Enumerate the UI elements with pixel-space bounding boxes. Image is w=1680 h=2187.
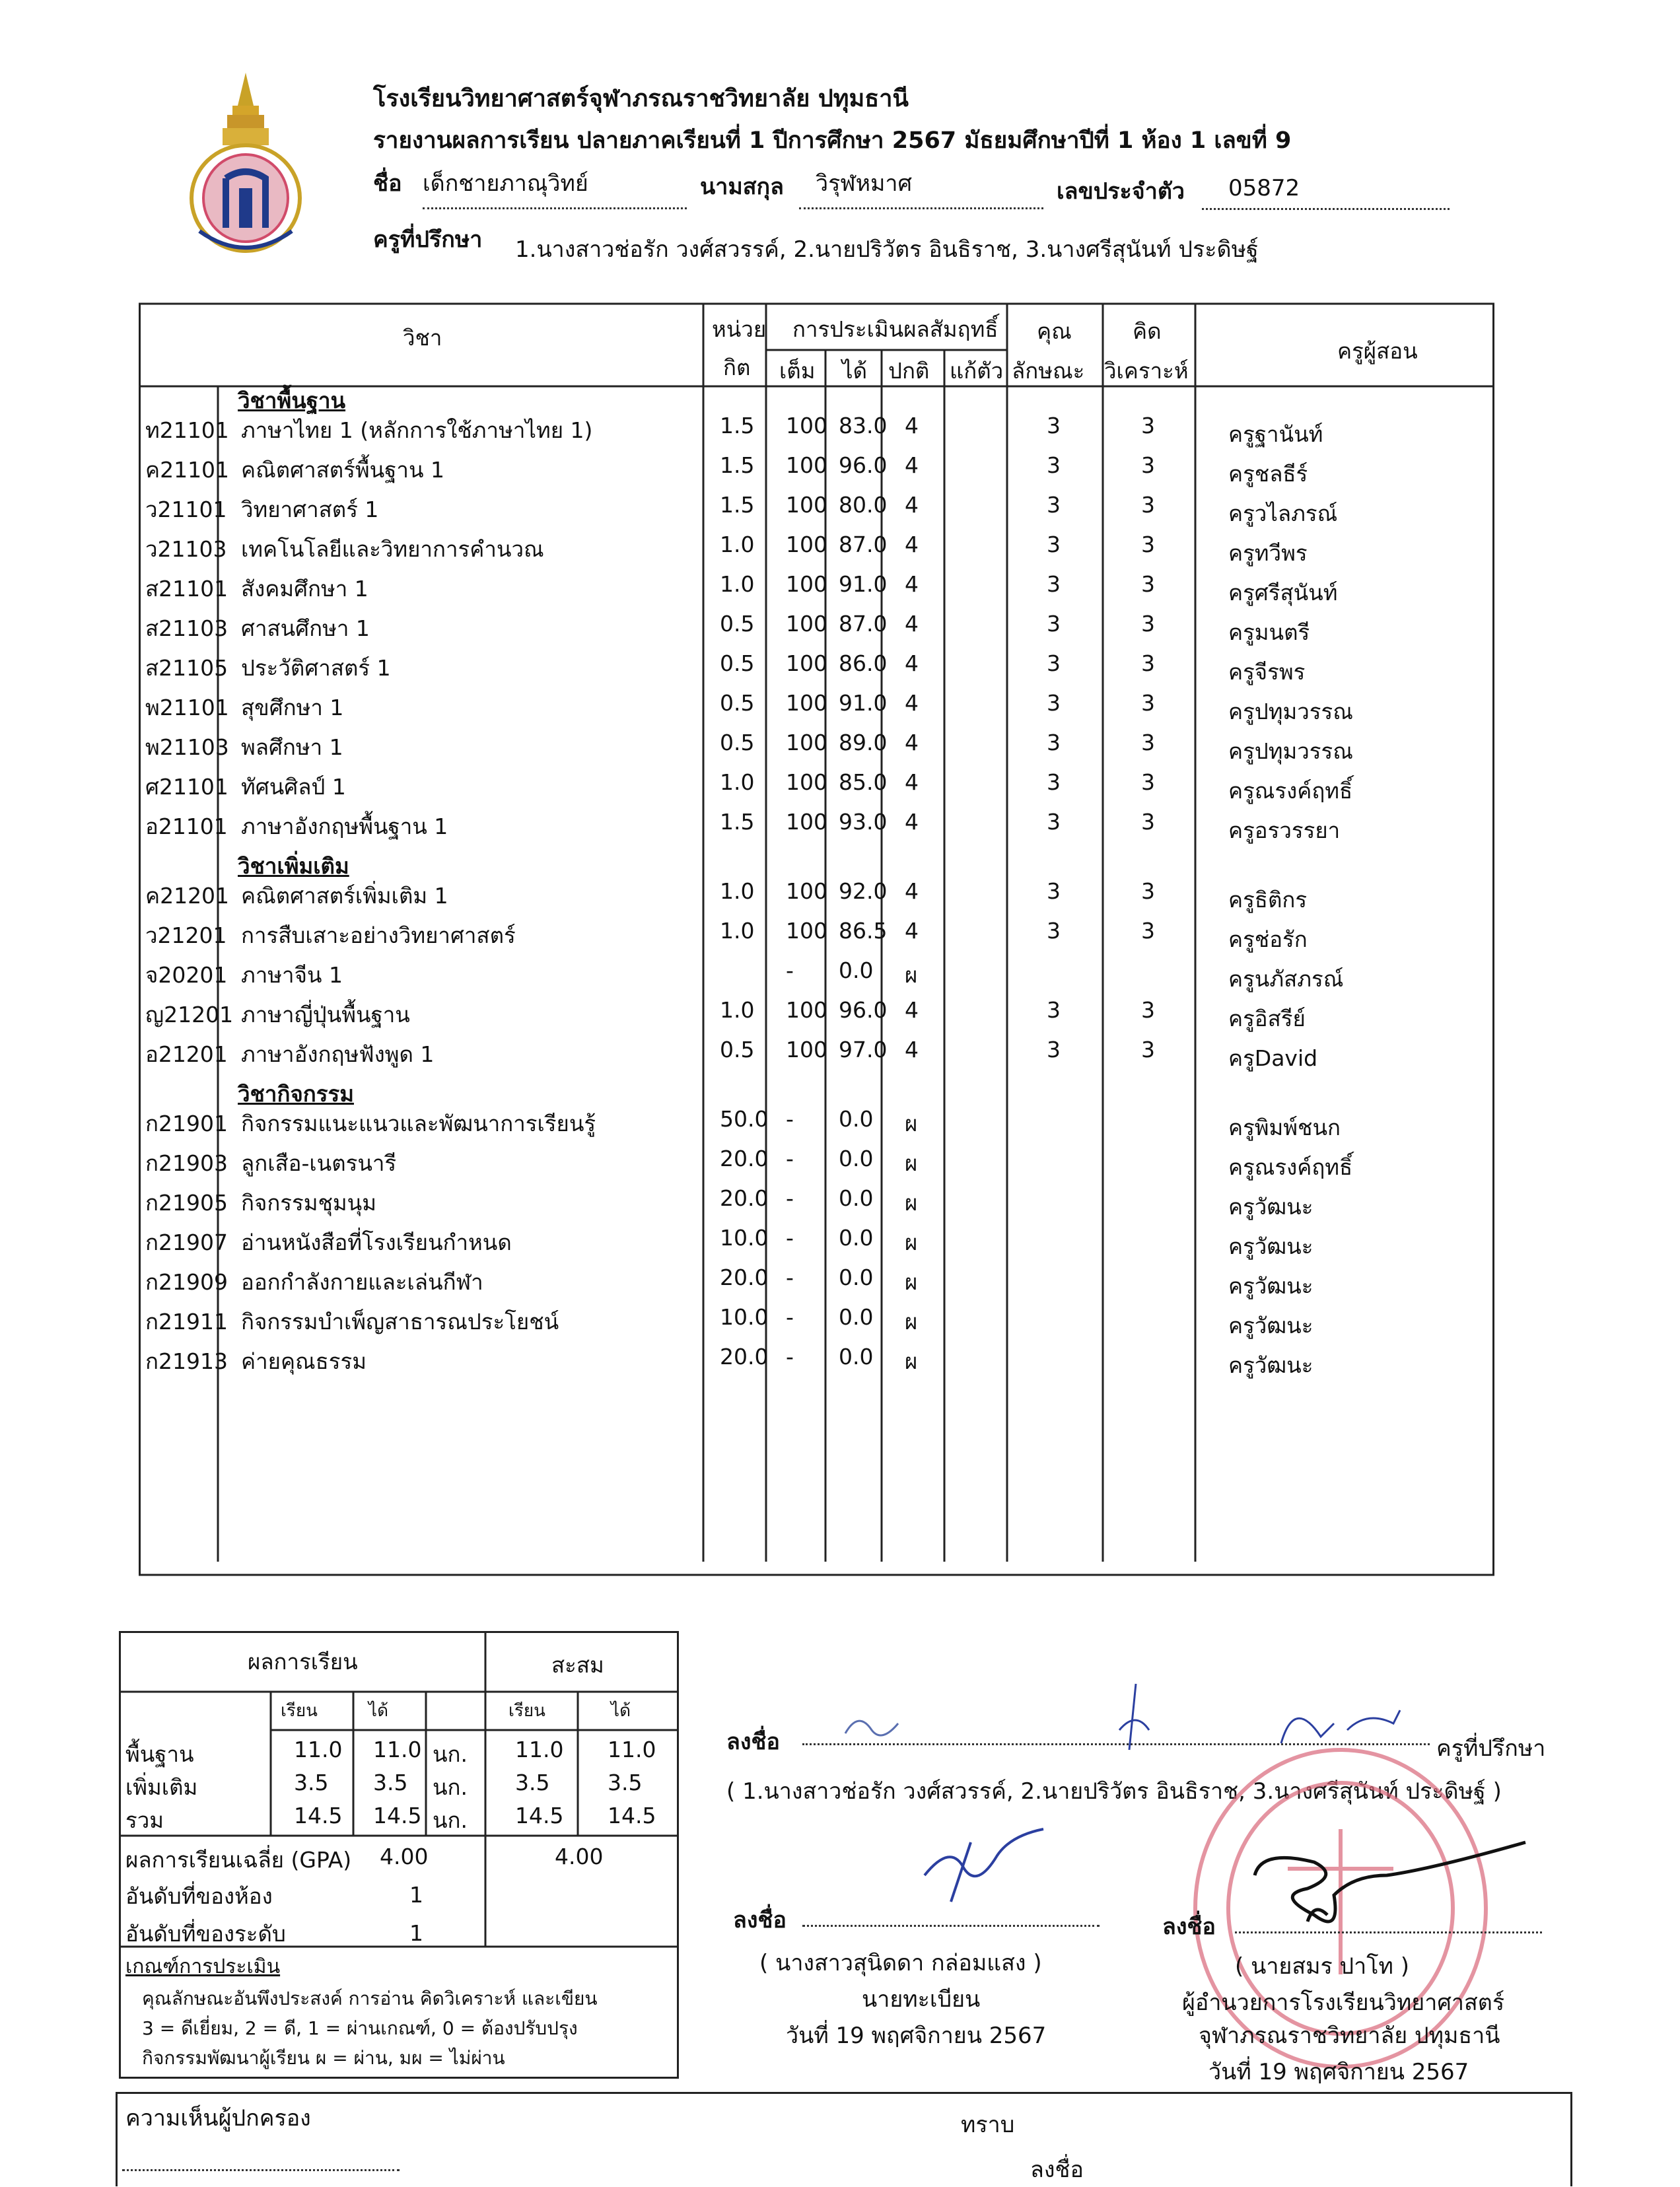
summary-header-accum: สะสม: [551, 1652, 604, 1678]
header-assessment: การประเมินผลสัมฤทธิ์: [792, 316, 998, 342]
student-name: เด็กชายภาณุวิทย์: [423, 165, 687, 209]
teacher-name: ครูณรงค์ฤทธิ์: [1228, 778, 1353, 804]
gpa-value: 4.00: [380, 1844, 429, 1869]
summary-row-label: เพิ่มเติม: [125, 1774, 198, 1800]
character-score: 3: [1047, 878, 1061, 904]
gpa-label: ผลการเรียนเฉลี่ย (GPA): [125, 1847, 352, 1873]
surname-label: นามสกุล: [700, 174, 784, 200]
subject-name: กิจกรรมบำเพ็ญสาธารณประโยชน์: [241, 1309, 559, 1335]
subject-name: ประวัติศาสตร์ 1: [241, 655, 391, 681]
grade-value: 4: [905, 650, 919, 676]
summary-header-get: ได้: [368, 1701, 388, 1721]
credit-value: 1.5: [720, 492, 755, 518]
credit-value: 1.5: [720, 809, 755, 835]
teacher-name: ครูอิสรีย์: [1228, 1006, 1306, 1031]
credit-value: 1.5: [720, 452, 755, 478]
advisor-sign-names: ( 1.นางสาวช่อรัก วงศ์สวรรค์, 2.นายปริวัตร อินธิราช, 3.นางศรีสุนันท์ ประดิษฐ์ ): [726, 1778, 1502, 1805]
summary-unit: นก.: [433, 1774, 468, 1800]
subject-name: เทคโนโลยีและวิทยาการคำนวณ: [241, 536, 544, 562]
subject-code: อ21201: [145, 1041, 228, 1067]
full-score: 100: [786, 571, 827, 597]
registrar-date: วันที่ 19 พฤศจิกายน 2567: [786, 2023, 1047, 2049]
thinking-score: 3: [1141, 532, 1155, 557]
teacher-name: ครูวัฒนะ: [1228, 1313, 1313, 1338]
full-score: 100: [786, 918, 827, 944]
header-full: เต็ม: [779, 358, 816, 384]
subject-code: อ21101: [145, 814, 228, 839]
score-value: 0.0: [839, 1185, 874, 1211]
thinking-score: 3: [1141, 918, 1155, 944]
criteria-line-3: กิจกรรมพัฒนาผู้เรียน ผ = ผ่าน, มผ = ไม่ผ่าน: [142, 2047, 505, 2069]
summary-acc-study: 11.0: [515, 1737, 564, 1762]
advisor-sign-label: ลงชื่อ: [726, 1729, 780, 1755]
subject-name: ทัศนศิลป์ 1: [241, 774, 346, 800]
full-score: -: [786, 1265, 794, 1290]
full-score: 100: [786, 730, 827, 755]
grade-value: 4: [905, 997, 919, 1023]
full-score: -: [786, 1146, 794, 1171]
criteria-title: เกณฑ์การประเมิน: [125, 1955, 281, 1978]
rank-room-label: อันดับที่ของห้อง: [125, 1883, 273, 1909]
director-name: ( นายสมร ปาโท ): [1235, 1953, 1409, 1980]
grade-value: ผ: [905, 1111, 918, 1136]
credit-value: 1.0: [720, 878, 755, 904]
summary-row-label: พื้นฐาน: [125, 1741, 194, 1767]
subject-name: วิทยาศาสตร์ 1: [241, 497, 379, 522]
thinking-score: 3: [1141, 650, 1155, 676]
header-teacher: ครูผู้สอน: [1337, 338, 1418, 364]
advisor-role: ครูที่ปรึกษา: [1436, 1735, 1546, 1762]
thinking-score: 3: [1141, 769, 1155, 795]
director-sign-line: [1235, 1931, 1542, 1933]
score-value: 96.0: [839, 452, 888, 478]
summary-acc-study: 3.5: [515, 1770, 550, 1795]
character-score: 3: [1047, 809, 1061, 835]
subject-code: ว21201: [145, 922, 227, 948]
character-score: 3: [1047, 650, 1061, 676]
credit-value: 0.5: [720, 730, 755, 755]
full-score: 100: [786, 452, 827, 478]
score-value: 0.0: [839, 1265, 874, 1290]
character-score: 3: [1047, 492, 1061, 518]
thinking-score: 3: [1141, 413, 1155, 438]
character-score: 3: [1047, 532, 1061, 557]
score-value: 96.0: [839, 997, 888, 1023]
header-character: คุณ: [1037, 318, 1072, 344]
header-character-2: ลักษณะ: [1012, 358, 1085, 384]
registrar-signature: [911, 1816, 1057, 1908]
teacher-name: ครูมนตรี: [1228, 619, 1310, 645]
thinking-score: 3: [1141, 878, 1155, 904]
subject-name: พลศึกษา 1: [241, 734, 343, 760]
thinking-score: 3: [1141, 730, 1155, 755]
teacher-name: ครูอรวรรยา: [1228, 817, 1341, 843]
rank-level-label: อันดับที่ของระดับ: [125, 1921, 286, 1947]
teacher-name: ครูDavid: [1228, 1045, 1318, 1071]
score-value: 0.0: [839, 1304, 874, 1330]
grade-rows: [139, 291, 1525, 1578]
registrar-sign-label: ลงชื่อ: [733, 1907, 787, 1933]
advisor-label: ครูที่ปรึกษา: [373, 226, 483, 253]
character-score: 3: [1047, 611, 1061, 637]
section-activity: วิชากิจกรรม: [238, 1081, 354, 1107]
full-score: -: [786, 1344, 794, 1370]
teacher-name: ครูศรีสุนันท์: [1228, 580, 1338, 606]
header-credit-2: กิต: [723, 355, 751, 380]
grade-value: ผ: [905, 962, 918, 988]
summary-get: 3.5: [373, 1770, 408, 1795]
rank-level-value: 1: [409, 1920, 423, 1946]
parent-sign-label: ลงชื่อ: [1030, 2157, 1084, 2183]
school-logo: [186, 66, 305, 264]
subject-code: ท21101: [145, 417, 229, 443]
teacher-name: ครูชลธีร์: [1228, 461, 1308, 487]
director-role-2: จุฬาภรณราชวิทยาลัย ปทุมธานี: [1199, 2023, 1500, 2049]
summary-box: [119, 1631, 687, 2080]
teacher-name: ครูวัฒนะ: [1228, 1352, 1313, 1378]
teacher-name: ครูปทุมวรรณ: [1228, 699, 1353, 724]
teacher-name: ครูวัฒนะ: [1228, 1194, 1313, 1220]
grade-value: ผ: [905, 1230, 918, 1255]
full-score: 100: [786, 611, 827, 637]
subject-name: ศาสนศึกษา 1: [241, 615, 370, 641]
director-signature: [1235, 1836, 1539, 1955]
credit-value: 10.0: [720, 1225, 769, 1251]
header-normal: ปกติ: [888, 358, 930, 384]
score-value: 80.0: [839, 492, 888, 518]
criteria-line-2: 3 = ดีเยี่ยม, 2 = ดี, 1 = ผ่านเกณฑ์, 0 = ต้องปรับปรุง: [142, 2017, 578, 2039]
subject-code: ว21103: [145, 536, 227, 562]
teacher-name: ครูจีรพร: [1228, 659, 1306, 685]
grade-value: ผ: [905, 1309, 918, 1335]
thinking-score: 3: [1141, 571, 1155, 597]
score-value: 83.0: [839, 413, 888, 438]
teacher-name: ครูวัฒนะ: [1228, 1273, 1313, 1299]
director-date: วันที่ 19 พฤศจิกายน 2567: [1208, 2059, 1469, 2085]
summary-header-result: ผลการเรียน: [248, 1649, 358, 1675]
grade-value: 4: [905, 571, 919, 597]
credit-value: 1.0: [720, 918, 755, 944]
header-thinking-2: วิเคราะห์: [1104, 358, 1189, 384]
credit-value: 1.0: [720, 769, 755, 795]
credit-value: 10.0: [720, 1304, 769, 1330]
registrar-name: ( นางสาวสุนิดดา กล่อมแสง ): [759, 1950, 1042, 1976]
grade-value: 4: [905, 690, 919, 716]
parent-comment-line: [122, 2169, 400, 2171]
credit-value: 1.0: [720, 997, 755, 1023]
character-score: 3: [1047, 452, 1061, 478]
character-score: 3: [1047, 997, 1061, 1023]
teacher-name: ครูวไลภรณ์: [1228, 501, 1338, 526]
full-score: 100: [786, 690, 827, 716]
credit-value: 20.0: [720, 1185, 769, 1211]
credit-value: 20.0: [720, 1265, 769, 1290]
character-score: 3: [1047, 571, 1061, 597]
school-name: โรงเรียนวิทยาศาสตร์จุฬาภรณราชวิทยาลัย ปทุมธานี: [373, 85, 909, 112]
full-score: 100: [786, 769, 827, 795]
score-value: 91.0: [839, 690, 888, 716]
subject-code: ก21909: [145, 1269, 228, 1295]
header-got: ได้: [842, 358, 868, 384]
subject-name: ค่ายคุณธรรม: [241, 1348, 367, 1374]
score-value: 97.0: [839, 1037, 888, 1062]
character-score: 3: [1047, 769, 1061, 795]
credit-value: 0.5: [720, 690, 755, 716]
thinking-score: 3: [1141, 1037, 1155, 1062]
student-id: 05872: [1202, 175, 1450, 210]
grade-value: 4: [905, 918, 919, 944]
full-score: 100: [786, 997, 827, 1023]
full-score: 100: [786, 532, 827, 557]
score-value: 0.0: [839, 1344, 874, 1370]
credit-value: 0.5: [720, 611, 755, 637]
teacher-name: ครูณรงค์ฤทธิ์: [1228, 1154, 1353, 1180]
parent-comment-label: ความเห็นผู้ปกครอง: [125, 2105, 311, 2132]
teacher-name: ครูวัฒนะ: [1228, 1233, 1313, 1259]
subject-name: ลูกเสือ-เนตรนารี: [241, 1150, 397, 1176]
score-value: 0.0: [839, 1146, 874, 1171]
director-sign-label: ลงชื่อ: [1162, 1914, 1216, 1940]
score-value: 87.0: [839, 532, 888, 557]
subject-name: กิจกรรมชุมนุม: [241, 1190, 376, 1216]
summary-get: 14.5: [373, 1803, 422, 1828]
subject-code: ก21907: [145, 1230, 228, 1255]
thinking-score: 3: [1141, 690, 1155, 716]
credit-value: 1.5: [720, 413, 755, 438]
subject-code: ก21903: [145, 1150, 228, 1176]
summary-acc-get: 3.5: [608, 1770, 643, 1795]
score-value: 86.5: [839, 918, 888, 944]
grade-value: 4: [905, 809, 919, 835]
summary-get: 11.0: [373, 1737, 422, 1762]
subject-code: จ20201: [145, 962, 228, 988]
subject-code: ส21101: [145, 576, 228, 602]
subject-name: คณิตศาสตร์พื้นฐาน 1: [241, 457, 444, 483]
full-score: -: [786, 1304, 794, 1330]
subject-name: สุขศึกษา 1: [241, 695, 344, 720]
score-value: 85.0: [839, 769, 888, 795]
full-score: 100: [786, 809, 827, 835]
header-subject: วิชา: [403, 325, 442, 351]
thinking-score: 3: [1141, 452, 1155, 478]
grade-value: ผ: [905, 1348, 918, 1374]
student-surname: วิรุฬหมาศ: [799, 165, 1043, 209]
full-score: -: [786, 1106, 794, 1132]
subject-code: ค21101: [145, 457, 230, 483]
score-value: 91.0: [839, 571, 888, 597]
full-score: 100: [786, 492, 827, 518]
score-value: 86.0: [839, 650, 888, 676]
credit-value: 0.5: [720, 650, 755, 676]
header-thinking: คิด: [1133, 318, 1162, 344]
subject-code: ว21101: [145, 497, 227, 522]
grade-value: 4: [905, 878, 919, 904]
full-score: 100: [786, 650, 827, 676]
subject-name: คณิตศาสตร์เพิ่มเติม 1: [241, 883, 448, 909]
full-score: -: [786, 957, 794, 983]
advisor-names: 1.นางสาวช่อรัก วงศ์สวรรค์, 2.นายปริวัตร อินธิราช, 3.นางศรีสุนันท์ ประดิษฐ์: [515, 236, 1259, 263]
subject-code: ก21913: [145, 1348, 228, 1374]
grade-value: 4: [905, 452, 919, 478]
character-score: 3: [1047, 690, 1061, 716]
grade-value: 4: [905, 413, 919, 438]
summary-unit: นก.: [433, 1807, 468, 1833]
character-score: 3: [1047, 1037, 1061, 1062]
grade-value: ผ: [905, 1269, 918, 1295]
summary-study: 11.0: [294, 1737, 343, 1762]
subject-code: ศ21101: [145, 774, 228, 800]
header-credit: หน่วย: [712, 316, 767, 342]
subject-name: ภาษาจีน 1: [241, 962, 343, 988]
subject-code: ส21103: [145, 615, 228, 641]
parent-comment-box: [116, 2092, 1572, 2186]
acknowledge-label: ทราบ: [961, 2112, 1015, 2138]
score-value: 93.0: [839, 809, 888, 835]
full-score: 100: [786, 413, 827, 438]
summary-unit: นก.: [433, 1741, 468, 1767]
summary-header-acc-get: ได้: [611, 1701, 631, 1721]
grade-value: ผ: [905, 1190, 918, 1216]
grade-value: 4: [905, 769, 919, 795]
section-extra: วิชาเพิ่มเติม: [238, 853, 349, 879]
subject-name: การสืบเสาะอย่างวิทยาศาสตร์: [241, 922, 516, 948]
teacher-name: ครูช่อรัก: [1228, 926, 1308, 952]
registrar-sign-line: [802, 1925, 1100, 1927]
subject-name: สังคมศึกษา 1: [241, 576, 368, 602]
score-value: 87.0: [839, 611, 888, 637]
subject-code: ก21901: [145, 1111, 228, 1136]
header-fix: แก้ตัว: [950, 358, 1004, 384]
thinking-score: 3: [1141, 611, 1155, 637]
subject-code: ก21905: [145, 1190, 228, 1216]
section-basic: วิชาพื้นฐาน: [238, 388, 346, 413]
credit-value: 20.0: [720, 1344, 769, 1370]
credit-value: 1.0: [720, 571, 755, 597]
subject-name: กิจกรรมแนะแนวและพัฒนาการเรียนรู้: [241, 1111, 596, 1136]
character-score: 3: [1047, 918, 1061, 944]
score-value: 0.0: [839, 1225, 874, 1251]
summary-header-study: เรียน: [281, 1701, 318, 1721]
subject-code: ญ21201: [145, 1002, 234, 1027]
subject-name: ภาษาไทย 1 (หลักการใช้ภาษาไทย 1): [241, 417, 593, 443]
teacher-name: ครูปทุมวรรณ: [1228, 738, 1353, 764]
score-value: 0.0: [839, 957, 874, 983]
credit-value: 50.0: [720, 1106, 769, 1132]
full-score: 100: [786, 878, 827, 904]
grade-value: 4: [905, 532, 919, 557]
grade-value: ผ: [905, 1150, 918, 1176]
thinking-score: 3: [1141, 492, 1155, 518]
subject-code: พ21101: [145, 695, 229, 720]
gpa-accumulated: 4.00: [555, 1844, 604, 1869]
teacher-name: ครูนภัสภรณ์: [1228, 966, 1344, 992]
registrar-role: นายทะเบียน: [862, 1986, 981, 2013]
subject-code: ส21105: [145, 655, 228, 681]
teacher-name: ครูธิติกร: [1228, 887, 1308, 913]
thinking-score: 3: [1141, 997, 1155, 1023]
summary-acc-get: 11.0: [608, 1737, 656, 1762]
grade-value: 4: [905, 611, 919, 637]
summary-header-acc-study: เรียน: [508, 1701, 545, 1721]
summary-acc-study: 14.5: [515, 1803, 564, 1828]
director-role-1: ผู้อำนวยการโรงเรียนวิทยาศาสตร์: [1182, 1990, 1505, 2016]
full-score: -: [786, 1185, 794, 1211]
score-value: 0.0: [839, 1106, 874, 1132]
grade-value: 4: [905, 1037, 919, 1062]
teacher-name: ครูฐานันท์: [1228, 421, 1323, 447]
summary-row-label: รวม: [125, 1807, 164, 1833]
subject-name: ภาษาอังกฤษฟังพูด 1: [241, 1041, 435, 1067]
score-value: 92.0: [839, 878, 888, 904]
thinking-score: 3: [1141, 809, 1155, 835]
grade-value: 4: [905, 730, 919, 755]
name-label: ชื่อ: [373, 170, 402, 197]
subject-name: ออกกำลังกายและเล่นกีฬา: [241, 1269, 483, 1295]
teacher-name: ครูพิมพ์ชนก: [1228, 1115, 1341, 1140]
subject-name: อ่านหนังสือที่โรงเรียนกำหนด: [241, 1230, 512, 1255]
subject-code: ก21911: [145, 1309, 228, 1335]
id-label: เลขประจำตัว: [1057, 178, 1185, 205]
report-title: รายงานผลการเรียน ปลายภาคเรียนที่ 1 ปีการศึกษา 2567 มัธยมศึกษาปีที่ 1 ห้อง 1 เลขที่ 9: [373, 127, 1292, 154]
summary-study: 3.5: [294, 1770, 329, 1795]
full-score: 100: [786, 1037, 827, 1062]
character-score: 3: [1047, 730, 1061, 755]
credit-value: 20.0: [720, 1146, 769, 1171]
grade-value: 4: [905, 492, 919, 518]
subject-code: ค21201: [145, 883, 230, 909]
credit-value: 0.5: [720, 1037, 755, 1062]
summary-study: 14.5: [294, 1803, 343, 1828]
rank-room-value: 1: [409, 1882, 423, 1908]
subject-code: พ21103: [145, 734, 229, 760]
character-score: 3: [1047, 413, 1061, 438]
full-score: -: [786, 1225, 794, 1251]
subject-name: ภาษาอังกฤษพื้นฐาน 1: [241, 814, 448, 839]
summary-acc-get: 14.5: [608, 1803, 656, 1828]
criteria-line-1: คุณลักษณะอันพึงประสงค์ การอ่าน คิดวิเคราะห์ และเขียน: [142, 1988, 598, 2009]
credit-value: 1.0: [720, 532, 755, 557]
score-value: 89.0: [839, 730, 888, 755]
subject-name: ภาษาญี่ปุ่นพื้นฐาน: [241, 1002, 410, 1027]
teacher-name: ครูทวีพร: [1228, 540, 1308, 566]
